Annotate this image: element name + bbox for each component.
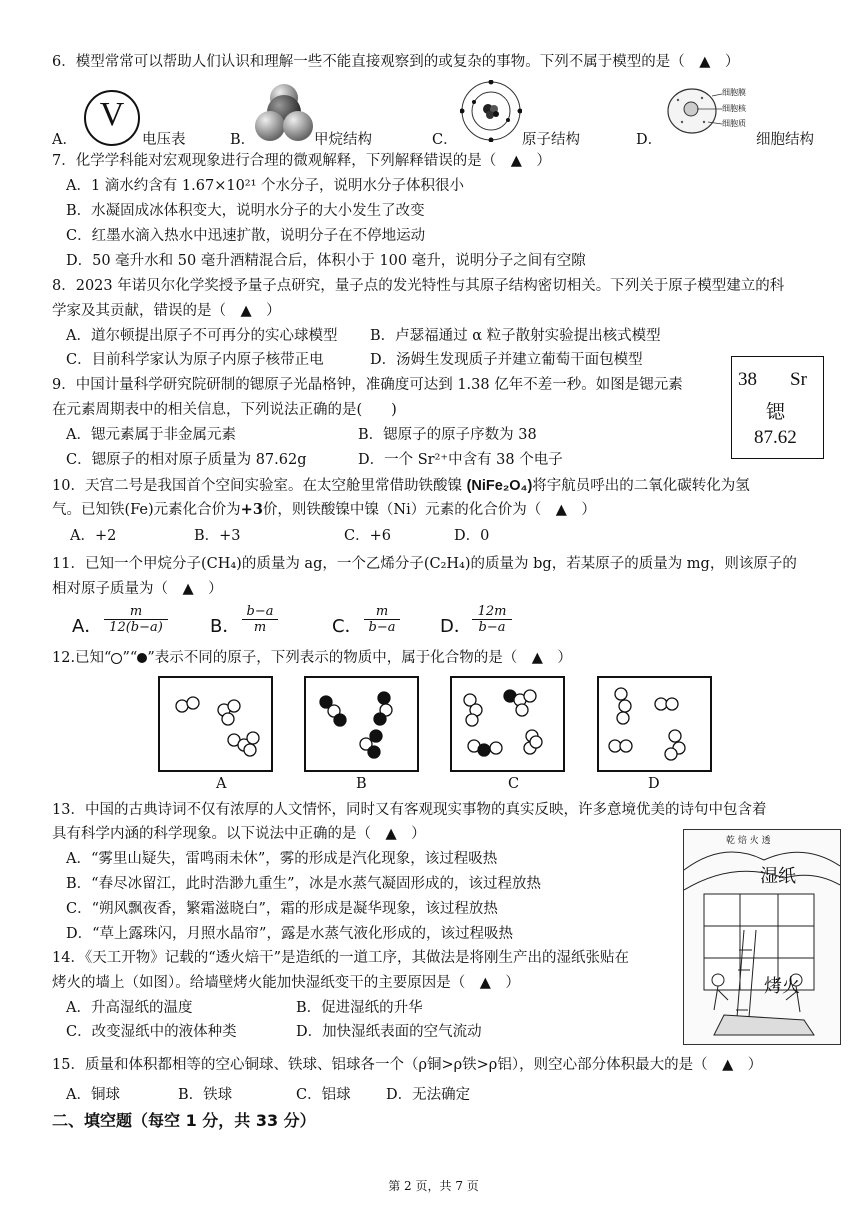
section-2-heading: 二、填空题（每空 1 分，共 33 分） [52,1111,316,1130]
q14-option-c: C．改变湿纸中的液体种类 [66,1024,237,1040]
illustration-title: 乾 焙 火 透 [726,836,771,846]
q11-option-d-fraction [472,604,512,635]
q10-stem2-pre: 气。已知铁(Fe)元素化合价为 [52,502,241,518]
q12-label-b: B [356,776,367,792]
q10-stem-post: 将宇航员呼出的二氧化碳转化为氢 [532,478,750,494]
q12-stem-mid: ”“ [122,650,138,666]
black-atom-icon [137,653,147,663]
q6-stem: 6．模型常常可以帮助人们认识和理解一些不能直接观察到的或复杂的事物。下列不属于模型的是（ ▲ ） [52,54,740,70]
q11-option-b-denominator: m [253,620,267,635]
q9-option-a: A．锶元素属于非金属元素 [66,427,236,443]
strontium-element-card [731,356,824,459]
q13-stem-line2: 具有科学内涵的科学现象。以下说法中正确的是（ ▲ ） [52,826,426,842]
q15-stem: 15．质量和体积都相等的空心铜球、铁球、铝球各一个（ρ铜>ρ铁>ρ铝），则空心部分体积最大的是（ ▲ ） [52,1057,763,1073]
q12-option-c-box [450,676,565,772]
q12-stem-pre: 12.已知“ [52,650,112,666]
q14-stem-line1: 14．《天工开物》记载的“透火焙干”是造纸的一道工序，其做法是将刚生产出的湿纸张贴在 [52,950,630,966]
q14-stem-line2: 烤火的墙上（如图）。给墙壁烤火能加快湿纸变干的主要原因是（ ▲ ） [52,975,520,991]
q8-stem-line2: 学家及其贡献，错误的是（ ▲ ） [52,303,281,319]
q12-option-b-box [304,676,419,772]
element-name: 锶 [766,402,786,423]
element-symbol: Sr [790,369,807,390]
q11-option-c-letter: C． [332,616,363,637]
voltmeter-symbol: V [99,96,125,133]
q8-option-c: C．目前科学家认为原子内原子核带正电 [66,352,324,368]
q9-stem-line2: 在元素周期表中的相关信息，下列说法正确的是( ) [52,402,397,418]
q11-option-a-letter: A． [72,616,103,637]
q15-option-d: D．无法确定 [386,1087,471,1103]
fire-label: 烤火 [764,976,800,997]
cytoplasm-label: 细胞质 [722,119,746,128]
q11-option-b-letter: B． [210,616,241,637]
q10-stem-line1 [52,476,750,496]
q11-option-a-numerator: m [104,604,168,620]
page-footer: 第 2 页，共 7 页 [388,1179,479,1193]
q12-option-a-box [158,676,273,772]
q7-stem: 7．化学学科能对宏观现象进行合理的微观解释，下列解释错误的是（ ▲ ） [52,153,551,169]
q10-stem2-post: 价，则铁酸镍中镍（Ni）元素的化合价为（ ▲ ） [262,502,596,518]
q10-option-a: A．+2 [70,528,117,544]
voltmeter-icon [84,90,140,146]
q14-option-a: A．升高湿纸的温度 [66,1000,193,1016]
q13-option-d: D．“草上露珠闪，月照水晶帘”，露是水蒸气液化形成的，该过程吸热 [66,926,513,942]
paper-drying-illustration [683,829,841,1045]
wet-paper-label: 湿纸 [760,866,796,887]
q12-option-c-molecules [452,678,563,770]
q10-stem-pre: 10．天宫二号是我国首个空间实验室。在太空舱里常借助铁酸镍 [52,478,467,494]
q11-option-b-fraction [242,604,278,635]
q6-option-b-label: 甲烷结构 [314,132,372,148]
q9-option-d: D．一个 Sr²⁺中含有 38 个电子 [358,452,563,468]
q11-option-a-fraction [104,604,168,635]
cell-nucleus-label: 细胞核 [722,104,746,113]
q8-option-a: A．道尔顿提出原子不可再分的实心球模型 [66,328,338,344]
q11-option-c-denominator: b−a [368,620,396,635]
q15-option-b: B．铁球 [178,1087,233,1103]
q9-stem-line1: 9．中国计量科学研究院研制的锶原子光晶格钟，准确度可达到 1.38 亿年不差一秒。如图是锶元素 [52,377,683,393]
q6-option-d-label: 细胞结构 [756,132,814,148]
q14-option-d: D．加快湿纸表面的空气流动 [296,1024,482,1040]
q11-stem-line2: 相对原子质量为（ ▲ ） [52,581,223,597]
q12-option-b-molecules [306,678,417,770]
q9-option-c: C．锶原子的相对原子质量为 87.62g [66,452,307,468]
q6-option-d-letter: D． [636,132,663,148]
q11-option-d-denominator: b−a [478,620,506,635]
q6-option-c-label: 原子结构 [522,132,580,148]
q10-formula: (NiFe₂O₄) [466,478,533,494]
q13-option-a: A．“雾里山疑失，雷鸣雨未休”，雾的形成是汽化现象，该过程吸热 [66,851,498,867]
cell-structure-icon [664,80,764,142]
q10-option-b: B．+3 [194,528,241,544]
q10-option-c: C．+6 [344,528,391,544]
q12-option-d-molecules [599,678,710,770]
q6-option-a-letter: A． [52,132,77,148]
q7-option-c: C．红墨水滴入热水中迅速扩散，说明分子在不停地运动 [66,228,426,244]
q15-option-a: A．铜球 [66,1087,120,1103]
white-atom-icon [111,653,122,664]
q13-option-c: C．“朔风飘夜香，繁霜滋晓白”，霜的形成是凝华现象，该过程放热 [66,901,498,917]
q12-stem [52,648,572,668]
q15-option-c: C．铝球 [296,1087,351,1103]
q6-option-a-label: 电压表 [142,132,186,148]
q11-option-d-numerator: 12m [472,604,512,620]
q11-option-c-fraction [364,604,400,635]
q12-stem-post: ”表示不同的原子，下列表示的物质中，属于化合物的是（ ▲ ） [147,650,572,666]
q10-stem-line2 [52,500,596,520]
q7-option-a: A．1 滴水约含有 1.67×10²¹ 个水分子，说明水分子体积很小 [66,178,465,194]
q12-option-d-box [597,676,712,772]
q9-option-b: B．锶原子的原子序数为 38 [358,427,537,443]
q7-option-d: D．50 毫升水和 50 毫升酒精混合后，体积小于 100 毫升，说明分子之间有空隙 [66,253,586,269]
q12-label-c: C [508,776,520,792]
q12-label-d: D [648,776,660,792]
atom-structure-icon [460,80,522,142]
q6-option-c-letter: C． [432,132,458,148]
q11-stem-line1: 11．已知一个甲烷分子(CH₄)的质量为 ag，一个乙烯分子(C₂H₄)的质量为 bg，若某原子的质量为 mg，则该原子的 [52,556,797,572]
methane-model-icon [252,78,316,144]
q7-option-b: B．水凝固成冰体积变大，说明水分子的大小发生了改变 [66,203,425,219]
q8-option-b: B．卢瑟福通过 α 粒子散射实验提出核式模型 [370,328,661,344]
q10-option-d: D．0 [454,528,490,544]
q13-option-b: B．“春尽冰留江，此时浩渺九重生”，冰是水蒸气凝固形成的，该过程放热 [66,876,541,892]
q14-option-b: B．促进湿纸的升华 [296,1000,423,1016]
q11-option-c-numerator: m [364,604,400,620]
cell-membrane-label: 细胞膜 [722,88,746,97]
q12-label-a: A [216,776,227,792]
q13-stem-line1: 13．中国的古典诗词不仅有浓厚的人文情怀，同时又有客观现实事物的真实反映，许多意境优美的诗句中包含着 [52,802,767,818]
q8-option-d: D．汤姆生发现质子并建立葡萄干面包模型 [370,352,643,368]
q6-option-b-letter: B． [230,132,256,148]
q12-option-a-molecules [160,678,271,770]
q11-option-b-numerator: b−a [242,604,278,620]
q10-valence: +3 [240,501,263,518]
q8-stem-line1: 8．2023 年诺贝尔化学奖授予量子点研究，量子点的发光特性与其原子结构密切相关。下列关于原子模型建立的科 [52,278,785,294]
element-number: 38 [738,369,757,390]
element-mass: 87.62 [754,427,797,448]
q11-option-d-letter: D． [440,616,472,637]
q11-option-a-denominator: 12(b−a) [109,620,163,635]
